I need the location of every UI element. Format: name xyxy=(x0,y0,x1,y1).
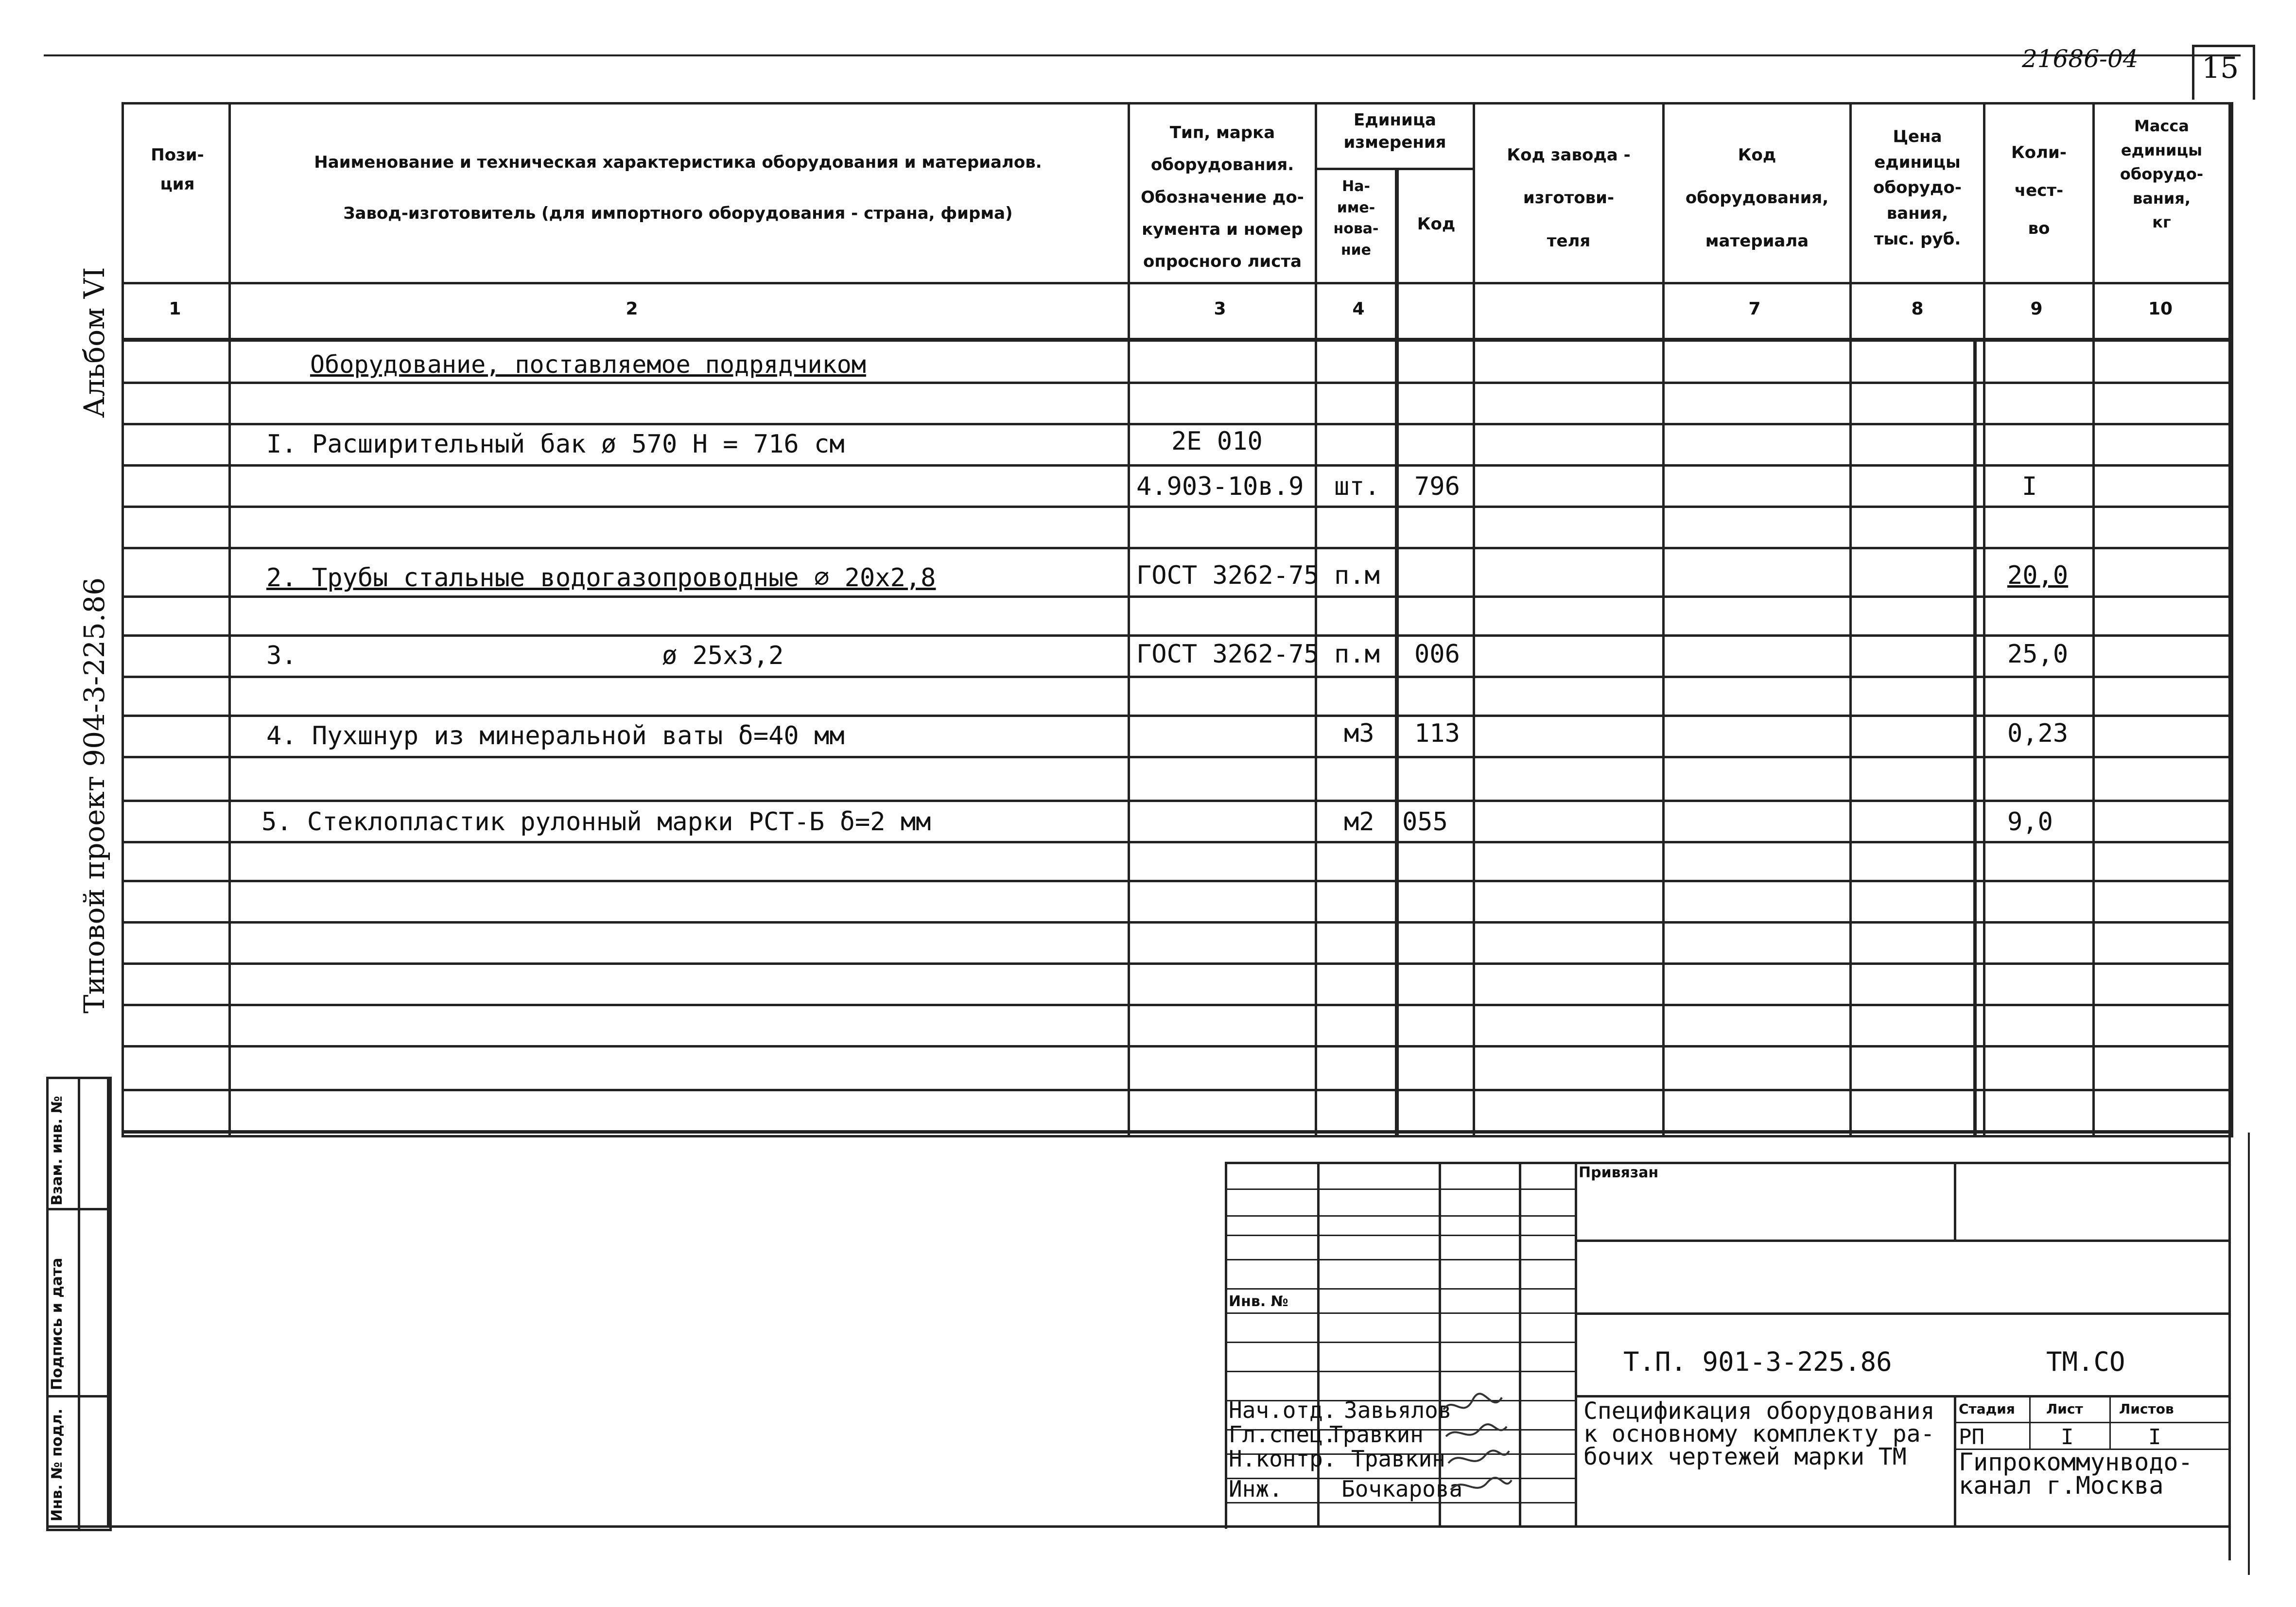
unit-group-divider xyxy=(1315,168,1473,170)
doc-mark: ТМ.СО xyxy=(2046,1346,2125,1377)
row-line xyxy=(122,1089,2231,1091)
header-unit-code: Код xyxy=(1417,214,1456,234)
row-line xyxy=(122,1004,2231,1006)
header-bottom-line xyxy=(122,282,2231,284)
row5-code: 113 xyxy=(1414,719,1460,748)
row-line xyxy=(122,506,2231,508)
row3-unit: п.м xyxy=(1334,561,1380,590)
row-line xyxy=(122,1045,2231,1048)
col-line-bold xyxy=(1973,340,1977,1135)
tb-hline xyxy=(1225,1502,1575,1503)
header-position: Пози- ция xyxy=(151,145,204,194)
row-line xyxy=(122,800,2231,802)
col-line xyxy=(1983,102,1985,1135)
col-line xyxy=(228,102,231,1135)
row3-qty: 20,0 xyxy=(2007,561,2069,590)
header-unit-group: Единица измерения xyxy=(1343,110,1446,152)
section-title: Оборудование, поставляемое подрядчиком xyxy=(310,350,866,379)
org-name: Гипрокоммунводо- канал г.Москва xyxy=(1959,1448,2193,1500)
side-stamp-divider xyxy=(78,1077,80,1529)
header-unit-name: На- име- нова- ние xyxy=(1333,178,1379,259)
page-right-border xyxy=(2248,1133,2250,1575)
row2-unit: шт. xyxy=(1334,472,1380,501)
sheets-label: Листов xyxy=(2119,1401,2174,1417)
sheets-value: I xyxy=(2148,1425,2161,1450)
col-line xyxy=(2092,102,2095,1135)
row-line xyxy=(122,464,2231,467)
album-label: Альбом VI xyxy=(78,267,111,418)
colnum-1: 1 xyxy=(169,299,181,319)
tb-vline xyxy=(1575,1162,1577,1526)
row4-qty: 25,0 xyxy=(2007,640,2069,669)
doc-code: Т.П. 901-3-225.86 xyxy=(1623,1346,1892,1377)
document-number: 21686-04 xyxy=(2022,45,2139,73)
row6-unit: м2 xyxy=(1344,807,1374,837)
person-name-4: Бочкарова xyxy=(1341,1476,1463,1502)
col-line xyxy=(1395,168,1399,1135)
privyazan-label: Привязан xyxy=(1579,1164,1659,1181)
tb-vline xyxy=(1954,1395,1956,1526)
row5-qty: 0,23 xyxy=(2007,719,2069,748)
colnum-3: 3 xyxy=(1214,299,1226,319)
tb-hline xyxy=(1225,1259,1575,1260)
top-border-line xyxy=(44,54,2241,56)
tb-hline xyxy=(1225,1312,1575,1314)
row1-type: 2Е 010 xyxy=(1171,427,1263,456)
row3-name: 2. Трубы стальные водогазопроводные ⌀ 20х2,8 xyxy=(266,563,936,593)
header-name-line2: Завод-изготовитель (для импортного оборудования - страна, фирма) xyxy=(343,204,1013,223)
person-name-2: Травкин xyxy=(1329,1421,1424,1448)
tb-hline xyxy=(1575,1312,2228,1315)
row2-code: 796 xyxy=(1414,472,1460,501)
row2-type: 4.903-10в.9 xyxy=(1136,472,1304,501)
row2-qty: I xyxy=(2022,472,2037,501)
signature-scribbles xyxy=(1439,1390,1521,1517)
header-quantity: Коли- чест- во xyxy=(2011,143,2067,239)
person-role-3: Н.контр. xyxy=(1229,1446,1337,1472)
row-line xyxy=(122,962,2231,965)
vzam-inv-label: Взам. инв. № xyxy=(49,1096,66,1205)
person-role-4: Инж. xyxy=(1229,1476,1283,1502)
colnum-7: 7 xyxy=(1748,299,1761,319)
header-equipment-code: Код оборудования, материала xyxy=(1685,145,1829,251)
row6-qty: 9,0 xyxy=(2007,807,2053,837)
col-line xyxy=(1849,102,1852,1135)
header-mass: Масса единицы оборудо- вания, кг xyxy=(2120,117,2204,232)
row-line xyxy=(122,921,2231,924)
header-name-line1: Наименование и техническая характеристика оборудования и материалов. xyxy=(314,153,1042,172)
row-line xyxy=(122,547,2231,549)
row1-name: I. Расширительный бак ø 570 Н = 716 см xyxy=(266,430,845,459)
colnum-8: 8 xyxy=(1911,299,1924,319)
colnum-9: 9 xyxy=(2030,299,2043,319)
row4-type: ГОСТ 3262-75 xyxy=(1136,640,1319,669)
tb-hline xyxy=(1225,1288,1575,1290)
header-type: Тип, марка оборудования. Обозначение до- кумента и номер опросного листа xyxy=(1141,123,1304,272)
row-line xyxy=(122,382,2231,384)
tb-hline xyxy=(1225,1188,1575,1190)
tb-hline xyxy=(1225,1371,1575,1372)
stage-value: РП xyxy=(1959,1425,1984,1450)
row-line xyxy=(122,715,2231,717)
colnum-2: 2 xyxy=(626,299,638,319)
page-left-border xyxy=(107,1077,109,1526)
row-line xyxy=(122,676,2231,678)
person-role-2: Гл.спец. xyxy=(1229,1421,1337,1448)
tb-vline xyxy=(2109,1395,2111,1449)
row-line xyxy=(122,756,2231,758)
colnum-10: 10 xyxy=(2148,299,2173,319)
podpis-data-label: Подпись и дата xyxy=(49,1258,66,1390)
sheet-value: I xyxy=(2061,1425,2074,1450)
spec-title: Спецификация оборудования к основному комплекту ра- бочих чертежей марки ТМ xyxy=(1583,1397,1935,1471)
row-line xyxy=(122,880,2231,882)
stage-label: Стадия xyxy=(1959,1401,2015,1417)
sheet-label: Лист xyxy=(2046,1401,2083,1417)
page-number: 15 xyxy=(2202,51,2239,85)
row4-unit: п.м xyxy=(1334,640,1380,669)
row5-unit: м3 xyxy=(1344,719,1374,748)
person-name-3: Травкин xyxy=(1351,1446,1445,1472)
project-label: Типовой проект 904-3-225.86 xyxy=(78,577,111,1013)
row6-name: 5. Стеклопластик рулонный марки РСТ-Б δ=2 мм xyxy=(261,807,931,837)
tb-hline xyxy=(1225,1215,1575,1217)
row5-name: 4. Пухшнур из минеральной ваты δ=40 мм xyxy=(266,721,845,751)
tb-hline xyxy=(1575,1240,2228,1242)
header-price: Цена единицы оборудо- вания, тыс. руб. xyxy=(1873,127,1962,249)
row3-type: ГОСТ 3262-75 xyxy=(1136,561,1319,590)
person-role-1: Нач.отд. xyxy=(1229,1397,1337,1423)
person-name-1: Завьялов xyxy=(1344,1397,1452,1423)
row-line xyxy=(122,595,2231,598)
row4-code: 006 xyxy=(1414,640,1460,669)
colnum-bottom-line xyxy=(122,338,2231,342)
tb-vline xyxy=(1954,1162,1956,1242)
row-line-bottom xyxy=(122,1130,2231,1134)
row6-code: 055 xyxy=(1402,807,1448,837)
header-factory-code: Код завода - изготови- теля xyxy=(1507,145,1631,251)
tb-hline xyxy=(1225,1342,1575,1343)
col-line xyxy=(2228,102,2231,1560)
row4-name: 3. ø 25х3,2 xyxy=(266,641,784,670)
inv-no-label: Инв. № xyxy=(1229,1293,1288,1310)
inv-podl-label: Инв. № подл. xyxy=(49,1408,66,1521)
row-line xyxy=(122,423,2231,425)
row-line xyxy=(122,634,2231,637)
row-line xyxy=(122,841,2231,843)
tb-hline xyxy=(1225,1235,1575,1236)
colnum-4: 4 xyxy=(1352,299,1365,319)
tb-vline xyxy=(2029,1395,2031,1449)
tb-hline xyxy=(1954,1422,2228,1423)
